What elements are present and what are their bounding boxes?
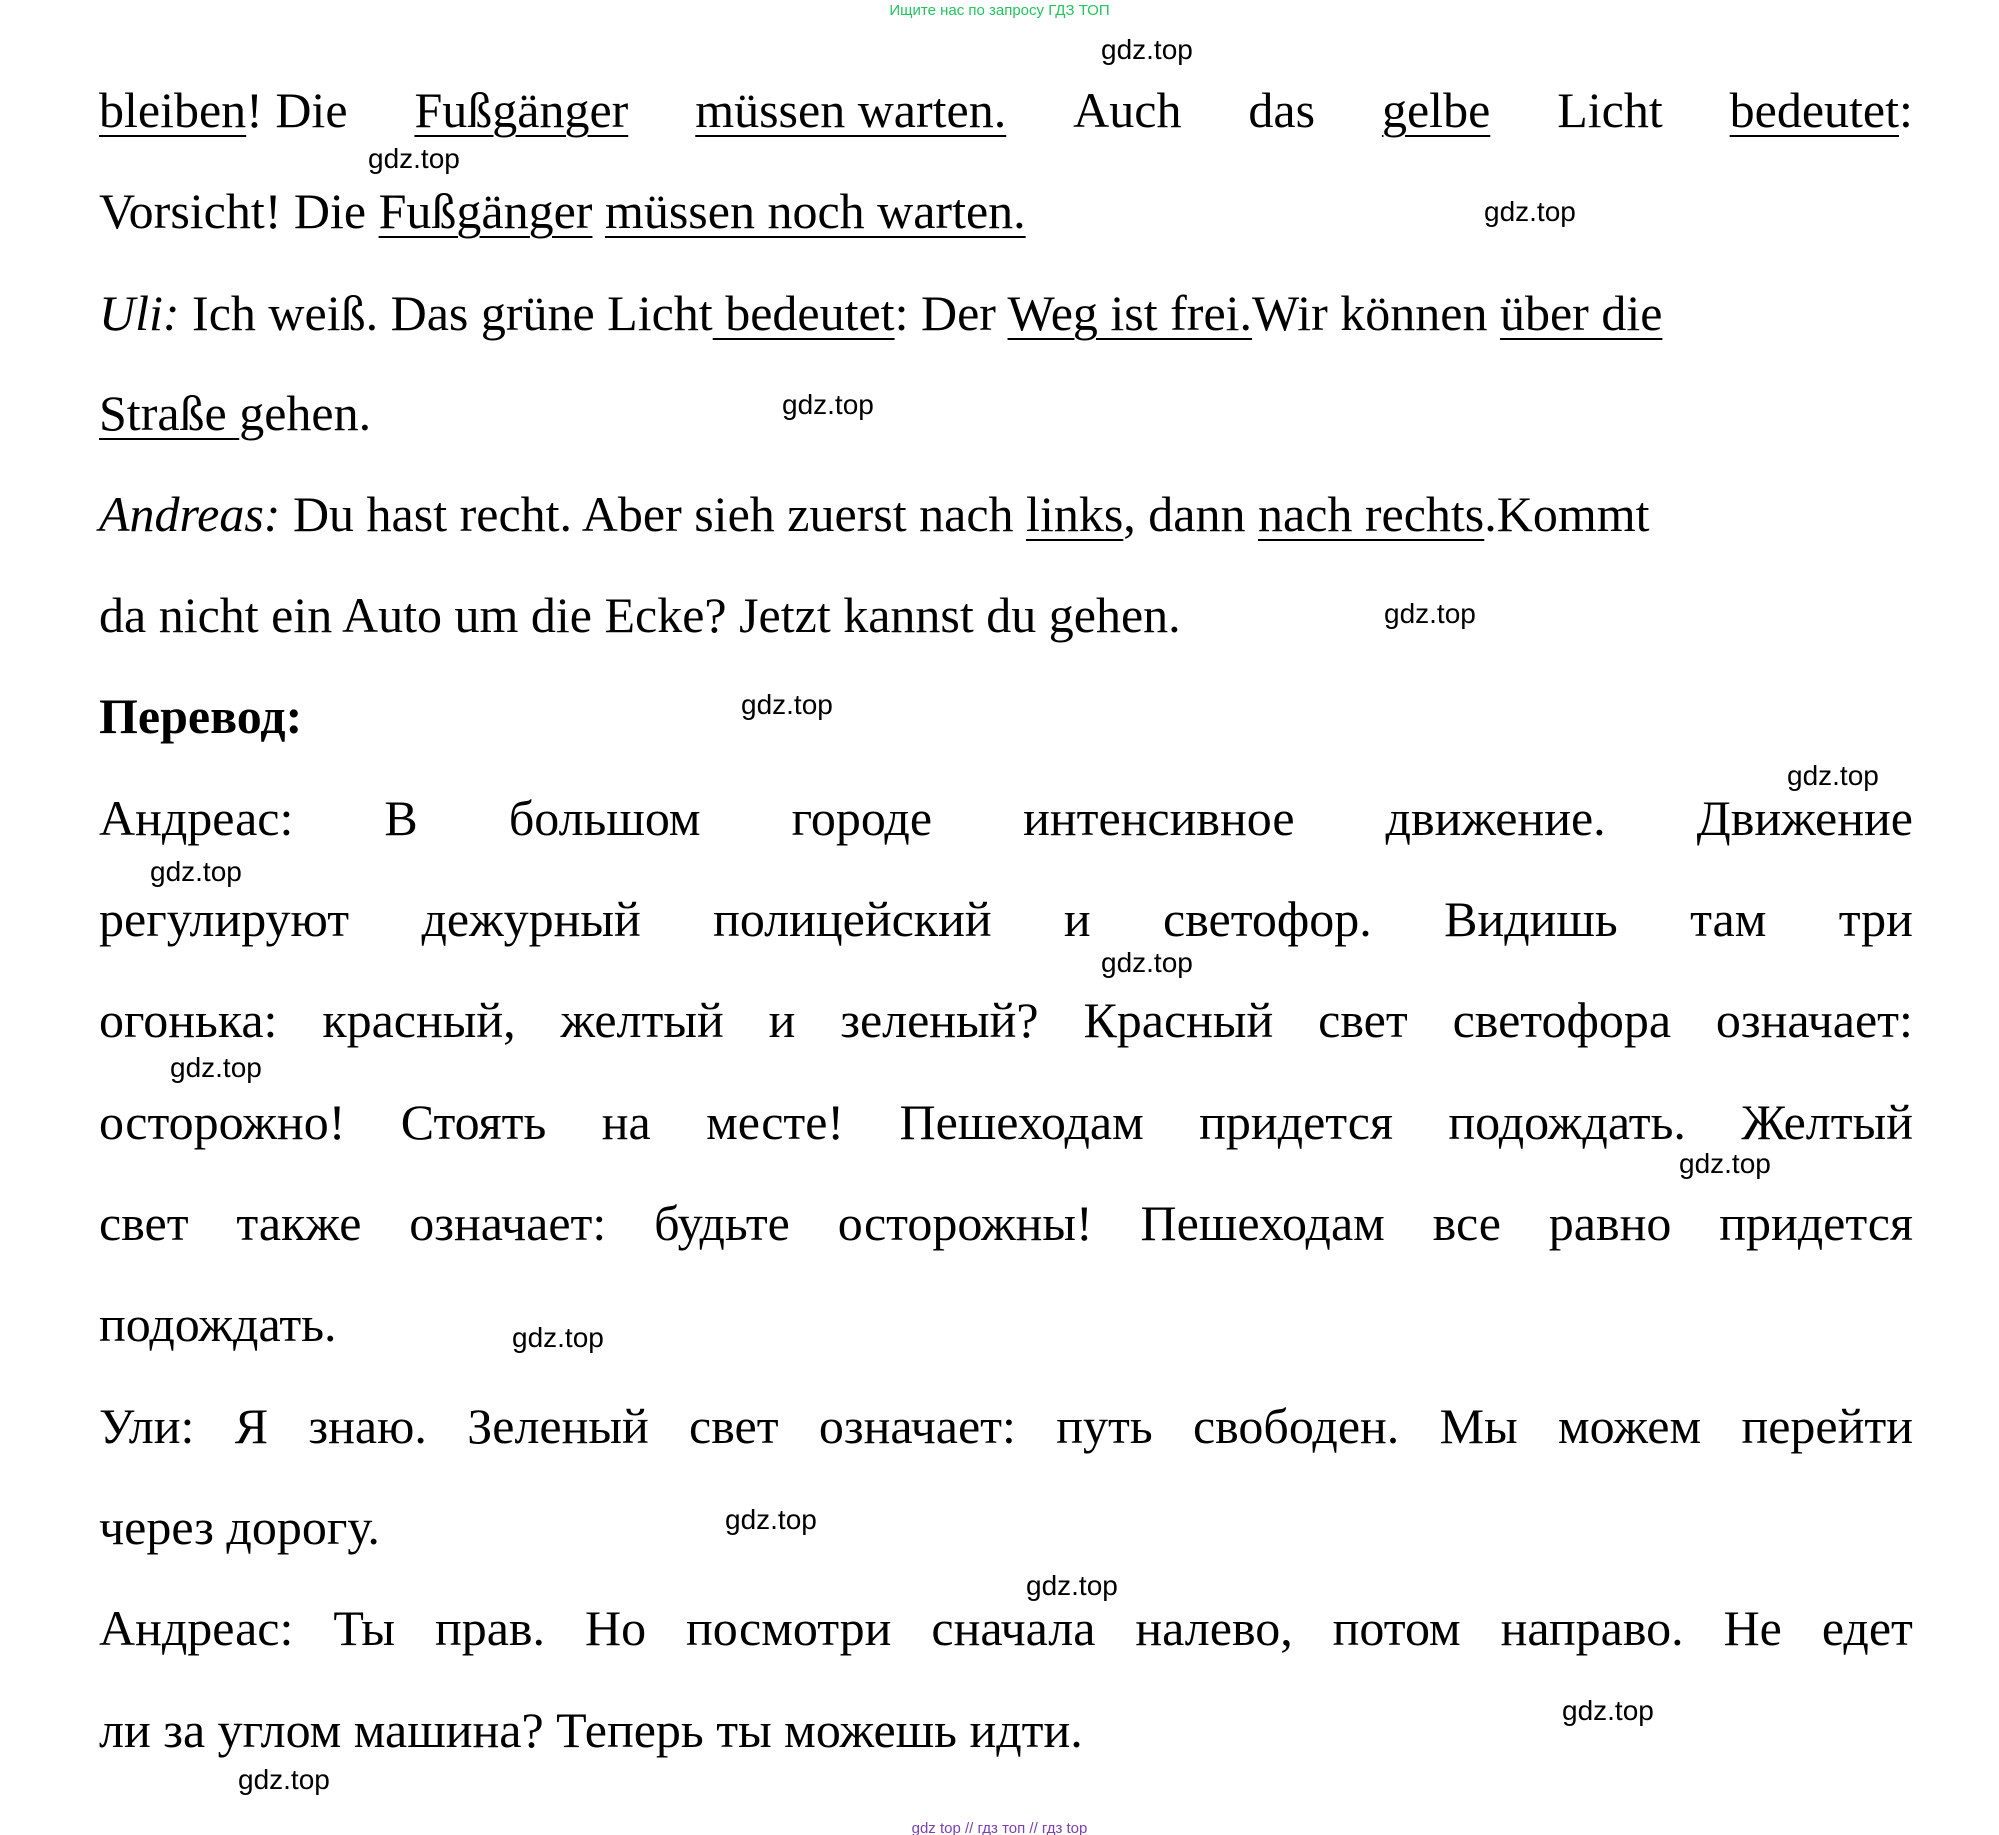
watermark: gdz.top [512,1322,604,1353]
text-fragment: прав. [434,1600,546,1656]
text-fragment: месте! [706,1094,845,1150]
text-fragment: направо. [1500,1600,1684,1656]
text-fragment: также [236,1195,362,1251]
underlined-word: müssen warten. [695,82,1007,138]
russian-line-2 [99,884,1913,954]
watermark: gdz.top [1562,1695,1654,1726]
watermark: gdz.top [1384,598,1476,629]
text-fragment: .Kommt [1484,486,1650,542]
text-fragment: Du hast recht. Aber sieh zuerst nach [280,486,1027,542]
russian-line-9 [99,1593,1913,1663]
text-fragment: знаю. [308,1398,427,1454]
text-fragment: желтый [560,992,724,1048]
text-fragment: Зеленый [467,1398,649,1454]
russian-line-10: ли за углом машина? Теперь ты можешь идти. [99,1702,1083,1758]
text-fragment: Не [1723,1600,1782,1656]
text-fragment: будьте [654,1195,790,1251]
watermark: gdz.top [1484,196,1576,227]
text-fragment: Ты [333,1600,395,1656]
russian-line-8: через дорогу. [99,1499,380,1555]
german-line-1 [99,75,1913,145]
text-fragment: означает: [409,1195,607,1251]
text-fragment: : [1899,82,1913,138]
german-line-6: da nicht ein Auto um die Ecke? Jetzt kannst du gehen. [99,587,1181,643]
text-fragment: сначала [931,1600,1096,1656]
text-fragment: Мы [1439,1398,1518,1454]
russian-line-3 [99,985,1913,1055]
text-fragment: Auch [1073,82,1182,138]
search-banner: Ищите нас по запросу ГДЗ ТОП [889,2,1110,19]
text-fragment: движение. [1385,790,1606,846]
text-fragment: три [1838,891,1913,947]
underlined-word: bleiben [99,82,247,138]
text-fragment: , dann [1123,486,1258,542]
watermark: gdz.top [238,1764,330,1795]
text-fragment: равно [1548,1195,1672,1251]
russian-line-4 [99,1087,1913,1157]
text-fragment: Стоять [400,1094,547,1150]
text-fragment: осторожны! [837,1195,1093,1251]
watermark: gdz.top [1679,1148,1771,1179]
text-fragment: Vorsicht! Die [99,183,379,239]
russian-line-1 [99,783,1913,853]
footer-watermark: gdz top // гдз топ // гдз top [911,1820,1088,1835]
underlined-word: links [1026,486,1124,542]
text-fragment: Ули: [99,1398,195,1454]
underlined-word: über die [1499,285,1663,341]
text-fragment: можем [1558,1398,1702,1454]
text-fragment: Андреас: [99,790,294,846]
text-fragment: подождать. [1448,1094,1686,1150]
text-fragment: придется [1719,1195,1913,1251]
text-fragment: светофор. [1163,891,1372,947]
text-fragment: Пешеходам [1140,1195,1385,1251]
russian-line-5 [99,1188,1913,1258]
text-fragment: Licht [1557,82,1663,138]
text-fragment: осторожно! [99,1094,346,1150]
text-fragment: означает: [1715,992,1913,1048]
watermark: gdz.top [1026,1570,1118,1601]
text-fragment: Видишь [1444,891,1618,947]
text-fragment: : Der [894,285,1008,341]
text-fragment: Wir können [1252,285,1500,341]
underlined-word: Straße [99,385,240,441]
text-fragment: придется [1199,1094,1393,1150]
russian-line-6: подождать. [99,1296,337,1352]
text-fragment: и [1063,891,1091,947]
text-fragment: Андреас: [99,1600,294,1656]
text-fragment: там [1690,891,1767,947]
german-line-5 [99,479,1913,549]
text-fragment: Я [234,1398,269,1454]
text-fragment: gehen. [239,385,372,441]
watermark: gdz.top [725,1504,817,1535]
underlined-word: bedeutet [712,285,895,341]
text-fragment: едет [1821,1600,1913,1656]
text-fragment: Желтый [1741,1094,1913,1150]
text-fragment: Красный [1083,992,1274,1048]
german-line-3 [99,278,1913,348]
watermark: gdz.top [782,389,874,420]
text-fragment: свет [689,1398,779,1454]
text-fragment: светофора [1452,992,1672,1048]
text-fragment: посмотри [686,1600,892,1656]
watermark: gdz.top [368,143,460,174]
watermark: gdz.top [170,1052,262,1083]
translation-heading: Перевод: [99,688,303,744]
text-fragment: регулируют [99,891,350,947]
text-fragment: огонька: [99,992,278,1048]
text-fragment: налево, [1135,1600,1293,1656]
text-fragment: дежурный [421,891,641,947]
watermark: gdz.top [1787,760,1879,791]
text-fragment: означает: [818,1398,1016,1454]
text-fragment: свет [99,1195,189,1251]
watermark: gdz.top [150,856,242,887]
text-fragment: большом [508,790,701,846]
underlined-word: müssen noch warten. [604,183,1026,239]
speaker-label: Uli: [99,285,180,341]
text-fragment: интенсивное [1023,790,1295,846]
german-line-2 [99,176,1913,246]
text-fragment: перейти [1741,1398,1913,1454]
text-fragment: das [1248,82,1316,138]
german-line-4 [99,378,1913,448]
underlined-word: gelbe [1381,82,1491,138]
text-fragment: свободен. [1192,1398,1400,1454]
text-fragment: Но [584,1600,647,1656]
underlined-word: nach rechts [1258,486,1485,542]
text-fragment: красный, [322,992,516,1048]
watermark: gdz.top [741,689,833,720]
text-fragment: на [601,1094,651,1150]
text-fragment: городе [791,790,933,846]
text-fragment: свет [1318,992,1408,1048]
underlined-word: bedeutet [1729,82,1900,138]
speaker-label: Andreas: [99,486,281,542]
watermark: gdz.top [1101,947,1193,978]
text-fragment: Движение [1696,790,1913,846]
text-fragment: Ich weiß. Das grüne Licht [179,285,713,341]
text-fragment: зеленый? [840,992,1039,1048]
underlined-word: Fußgänger [378,183,593,239]
text-fragment: потом [1332,1600,1461,1656]
text-fragment: В [384,790,418,846]
text-fragment: ! Die [246,82,348,138]
text-fragment [592,183,605,239]
text-fragment: путь [1056,1398,1153,1454]
underlined-word: Weg ist frei. [1007,285,1253,341]
text-fragment: Пешеходам [899,1094,1144,1150]
russian-line-7 [99,1391,1913,1461]
underlined-word: Fußgänger [414,82,629,138]
text-fragment: и [768,992,796,1048]
text-fragment: все [1432,1195,1501,1251]
watermark: gdz.top [1101,34,1193,65]
text-fragment: полицейский [713,891,992,947]
